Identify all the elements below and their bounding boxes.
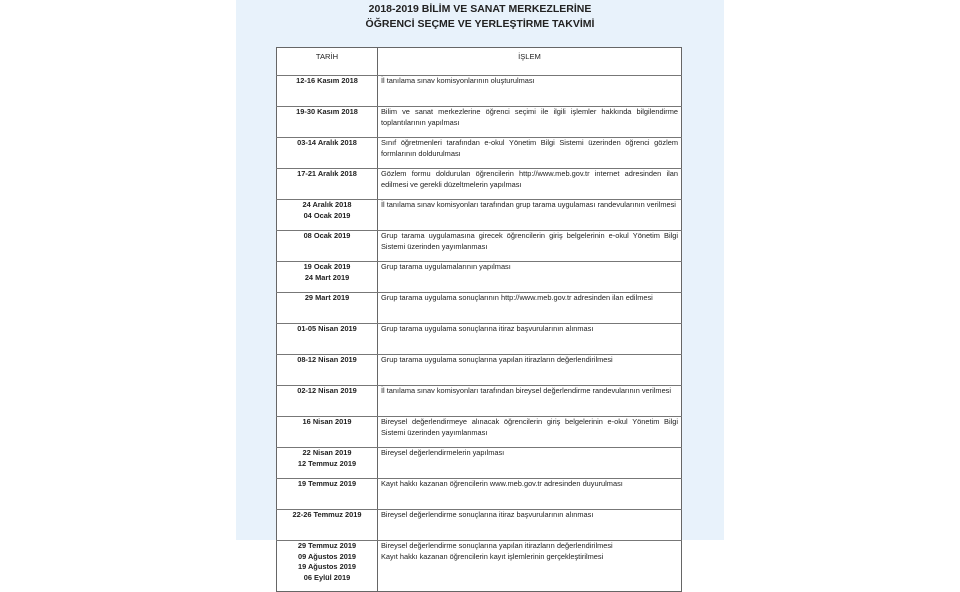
table-row bbox=[277, 293, 682, 324]
row-date-start: 08-12 Nisan 2019 bbox=[297, 355, 357, 364]
row-date-start: 17-21 Aralık 2018 bbox=[297, 169, 357, 178]
table-row-final bbox=[277, 541, 682, 592]
row-date-line: 06 Eylül 2019 bbox=[303, 572, 351, 582]
row-operation-line: Bireysel değerlendirme sonuçlarına yapılan itirazların değerlendirilmesi bbox=[381, 541, 613, 550]
row-date-start: 29 Mart 2019 bbox=[304, 293, 350, 302]
row-operation bbox=[378, 541, 682, 592]
table-row bbox=[277, 417, 682, 448]
header-date: TARİH bbox=[277, 48, 378, 65]
row-date-start: 16 Nisan 2019 bbox=[302, 417, 352, 426]
table-row bbox=[277, 324, 682, 355]
title-line-2: ÖĞRENCİ SEÇME VE YERLEŞTİRME TAKVİMİ bbox=[365, 18, 595, 30]
document-panel bbox=[236, 0, 724, 582]
table-row bbox=[277, 386, 682, 417]
row-operation: Bireysel değerlendirmeye alınacak öğrencilerin giriş belgelerinin e-okul Yönetim Bilgi Sistemi üzerinden yayımlanması bbox=[378, 417, 682, 448]
row-date-line: 09 Ağustos 2019 bbox=[297, 551, 357, 561]
table-row bbox=[277, 107, 682, 138]
row-date-line: 29 Temmuz 2019 bbox=[297, 541, 357, 550]
row-date bbox=[277, 200, 378, 231]
row-operation: Grup tarama uygulamalarının yapılması bbox=[378, 262, 682, 293]
row-date-start: 01-05 Nisan 2019 bbox=[297, 324, 357, 333]
table-row bbox=[277, 479, 682, 510]
row-operation: İl tanılama sınav komisyonları tarafından bireysel değerlendirme randevularının verilmesi bbox=[378, 386, 682, 417]
header-operation: İŞLEM bbox=[378, 48, 682, 65]
row-date-start: 19 Ocak 2019 bbox=[303, 262, 351, 271]
row-date-start: 03-14 Aralık 2018 bbox=[297, 138, 357, 147]
row-date bbox=[277, 293, 378, 324]
row-date bbox=[277, 169, 378, 200]
table-header-row bbox=[277, 48, 682, 65]
row-operation: Grup tarama uygulama sonuçlarına yapılan itirazların değerlendirilmesi bbox=[378, 355, 682, 386]
table-row bbox=[277, 138, 682, 169]
document-title bbox=[236, 2, 724, 32]
row-date bbox=[277, 76, 378, 107]
row-operation: İl tanılama sınav komisyonları tarafından grup tarama uygulaması randevularının verilmesi bbox=[378, 200, 682, 231]
row-date-start: 24 Aralık 2018 bbox=[302, 200, 352, 209]
row-date-start: 08 Ocak 2019 bbox=[303, 231, 351, 240]
row-date-start: 12-16 Kasım 2018 bbox=[296, 76, 358, 85]
row-date-end: 04 Ocak 2019 bbox=[303, 210, 351, 220]
row-date bbox=[277, 231, 378, 262]
row-operation-line: Kayıt hakkı kazanan öğrencilerin kayıt işlemlerinin gerçekleştirilmesi bbox=[381, 551, 604, 561]
row-date bbox=[277, 262, 378, 293]
row-date-end: 12 Temmuz 2019 bbox=[297, 458, 357, 468]
row-operation: Sınıf öğretmenleri tarafından e-okul Yönetim Bilgi Sistemi üzerinden öğrenci gözlem formlarının doldurulması bbox=[378, 138, 682, 169]
row-operation: Gözlem formu doldurulan öğrencilerin http://www.meb.gov.tr internet adresinden ilan edilmesi ve gerekli düzeltmelerin yapılması bbox=[378, 169, 682, 200]
row-date bbox=[277, 448, 378, 479]
row-date-start: 22-26 Temmuz 2019 bbox=[292, 510, 362, 519]
spacer-row bbox=[277, 64, 682, 76]
table-row bbox=[277, 510, 682, 541]
row-date-start: 22 Nisan 2019 bbox=[302, 448, 352, 457]
row-operation: Grup tarama uygulama sonuçlarının http://www.meb.gov.tr adresinden ilan edilmesi bbox=[378, 293, 682, 324]
table-row bbox=[277, 448, 682, 479]
row-date bbox=[277, 138, 378, 169]
row-date-line: 19 Ağustos 2019 bbox=[297, 562, 357, 572]
row-operation: Bilim ve sanat merkezlerine öğrenci seçimi ile ilgili işlemler hakkında bilgilendirme toplantılarının yapılması bbox=[378, 107, 682, 138]
row-date-start: 02-12 Nisan 2019 bbox=[297, 386, 357, 395]
row-date-end: 24 Mart 2019 bbox=[304, 272, 350, 282]
row-date bbox=[277, 541, 378, 592]
row-operation: Grup tarama uygulama sonuçlarına itiraz başvurularının alınması bbox=[378, 324, 682, 355]
row-date-start: 19 Temmuz 2019 bbox=[297, 479, 357, 488]
row-date bbox=[277, 510, 378, 541]
table-row bbox=[277, 231, 682, 262]
table-row bbox=[277, 76, 682, 107]
row-operation: Bireysel değerlendirme sonuçlarına itiraz başvurularının alınması bbox=[378, 510, 682, 541]
row-date bbox=[277, 355, 378, 386]
row-date bbox=[277, 324, 378, 355]
row-operation: Bireysel değerlendirmelerin yapılması bbox=[378, 448, 682, 479]
row-operation: İl tanılama sınav komisyonlarının oluşturulması bbox=[378, 76, 682, 107]
row-date bbox=[277, 386, 378, 417]
row-date-start: 19-30 Kasım 2018 bbox=[296, 107, 358, 116]
row-operation: Grup tarama uygulamasına girecek öğrencilerin giriş belgelerinin e-okul Yönetim Bilgi Sistemi üzerinden yayımlanması bbox=[378, 231, 682, 262]
row-date bbox=[277, 479, 378, 510]
schedule-table bbox=[276, 47, 682, 592]
table-row bbox=[277, 262, 682, 293]
row-date bbox=[277, 107, 378, 138]
row-operation: Kayıt hakkı kazanan öğrencilerin www.meb.gov.tr adresinden duyurulması bbox=[378, 479, 682, 510]
row-date bbox=[277, 417, 378, 448]
title-line-1: 2018-2019 BİLİM VE SANAT MERKEZLERİNE bbox=[368, 3, 592, 15]
table-row bbox=[277, 355, 682, 386]
table-row bbox=[277, 200, 682, 231]
table-row bbox=[277, 169, 682, 200]
schedule-body bbox=[277, 64, 682, 592]
